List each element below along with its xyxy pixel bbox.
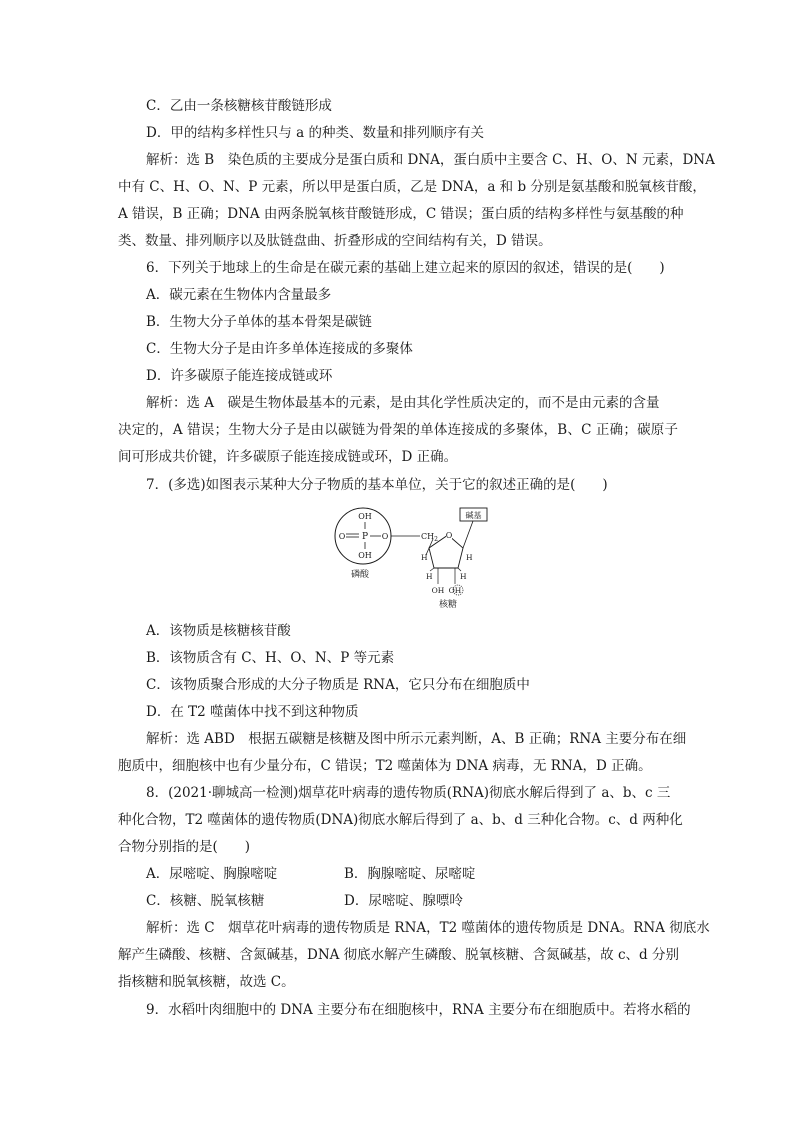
q8-option-d: D．尿嘧啶、腺嘌呤 (344, 893, 463, 909)
q8-analysis-line-2: 解产生磷酸、核糖、含氮碱基，DNA 彻底水解产生磷酸、脱氧核糖、含氮碱基，故 c、d 分别 (118, 947, 679, 963)
q6-analysis-line-3: 间可形成共价键，许多碳原子能连接成链或环，D 正确。 (118, 449, 458, 465)
q6-option-a: A．碳元素在生物体内含量最多 (146, 287, 332, 303)
q5-analysis-line-2: 中有 C、H、O、N、P 元素，所以甲是蛋白质，乙是 DNA，a 和 b 分别是氨基酸和脱氧核苷酸， (118, 179, 706, 195)
q8-analysis-line-1: 解析：选 C 烟草花叶病毒的遗传物质是 RNA，T2 噬菌体的遗传物质是 DNA。RNA 彻底水 (146, 920, 710, 936)
q8-option-b: B．胸腺嘧啶、尿嘧啶 (344, 866, 476, 882)
q6-stem: 6．下列关于地球上的生命是在碳元素的基础上建立起来的原因的叙述，错误的是( ) (146, 260, 665, 276)
q7-option-b: B．该物质含有 C、H、O、N、P 等元素 (146, 650, 395, 666)
ribose-label: 核糖 (438, 600, 458, 610)
q7-option-d: D．在 T2 噬菌体中找不到这种物质 (146, 704, 359, 720)
q7-stem: 7．(多选)如图表示某种大分子物质的基本单位，关于它的叙述正确的是( ) (146, 477, 608, 493)
phosphate-label: 磷酸 (350, 570, 370, 580)
phosphate-oh-bottom: OH (358, 551, 372, 560)
ribose-h-3: H (426, 572, 433, 581)
q5-analysis-line-4: 类、数量、排列顺序以及肽链盘曲、折叠形成的空间结构有关，D 错误。 (118, 233, 552, 249)
q7-analysis-line-1: 解析：选 ABD 根据五碳糖是核糖及图中所示元素判断，A、B 正确；RNA 主要分布在细 (146, 731, 687, 747)
q5-analysis-line-1: 解析：选 B 染色质的主要成分是蛋白质和 DNA，蛋白质中主要含 C、H、O、N 元素，DNA (146, 152, 715, 168)
nucleotide-structure-figure (330, 505, 490, 610)
q8-option-a: A．尿嘧啶、胸腺嘧啶 (146, 866, 278, 882)
q6-analysis-line-2: 决定的，A 错误；生物大分子是由以碳链为骨架的单体连接成的多聚体，B、C 正确；碳原子 (118, 422, 678, 438)
base-label: 碱基 (465, 511, 482, 520)
q7-option-a: A．该物质是核糖核苷酸 (146, 623, 291, 639)
phosphate-o-left: O (338, 532, 346, 541)
ribose-oh-right: OH (448, 586, 462, 595)
q7-analysis-line-2: 胞质中，细胞核中也有少量分布，C 错误；T2 噬菌体为 DNA 病毒，无 RNA，D 正确。 (118, 758, 652, 774)
q5-analysis-line-3: A 错误，B 正确；DNA 由两条脱氧核苷酸链形成，C 错误；蛋白质的结构多样性与氨基酸的种 (118, 206, 684, 222)
q6-analysis-line-1: 解析：选 A 碳是生物体最基本的元素，是由其化学性质决定的，而不是由元素的含量 (146, 395, 660, 411)
q7-option-c: C．该物质聚合形成的大分子物质是 RNA，它只分布在细胞质中 (146, 677, 530, 693)
q5-option-c: C．乙由一条核糖核苷酸链形成 (146, 98, 332, 114)
q8-analysis-line-3: 指核糖和脱氧核糖，故选 C。 (118, 974, 295, 990)
q9-stem-line-1: 9．水稻叶肉细胞中的 DNA 主要分布在细胞核中，RNA 主要分布在细胞质中。若将水稻的 (146, 1002, 691, 1018)
q8-stem-line-3: 合物分别指的是( ) (118, 839, 251, 855)
q6-option-b: B．生物大分子单体的基本骨架是碳链 (146, 314, 372, 330)
q8-stem-line-1: 8．(2021·聊城高一检测)烟草花叶病毒的遗传物质(RNA)彻底水解后得到了 a、b、c 三 (146, 785, 671, 801)
phosphate-o-right: O (381, 532, 389, 541)
ribose-h-1: H (421, 553, 428, 562)
q5-option-d: D．甲的结构多样性只与 a 的种类、数量和排列顺序有关 (146, 125, 484, 141)
ribose-h-4: H (460, 572, 467, 581)
q6-option-d: D．许多碳原子能连接成链或环 (146, 368, 333, 384)
phosphate-p: P (361, 532, 369, 542)
ring-oxygen: O (445, 531, 453, 540)
ribose-oh-left: OH (431, 586, 445, 595)
ribose-h-2: H (466, 553, 473, 562)
q8-stem-line-2: 种化合物，T2 噬菌体的遗传物质(DNA)彻底水解后得到了 a、b、d 三种化合物。c、d 两种化 (118, 812, 683, 828)
phosphate-oh-top: OH (358, 512, 372, 521)
q8-option-c: C．核糖、脱氧核糖 (146, 893, 265, 909)
ch2-group: $CH_2$ (421, 532, 438, 543)
q6-option-c: C．生物大分子是由许多单体连接成的多聚体 (146, 341, 413, 357)
